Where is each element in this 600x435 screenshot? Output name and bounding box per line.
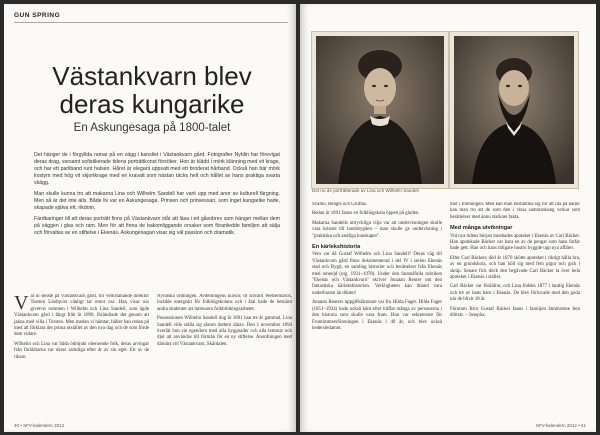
right-column-2 xyxy=(450,202,580,417)
lead-paragraph-1: Det hänger de i förgyllda ramar på en vägg i kansliet i Västankvarn gård. Fotografier Nyblin har förevigat deras drag, varsamt sofistikerade tidens porträttkonst försöker. Hon är klädd i mörk klänning med vit krage, och har ett parliband runt halsen. Håret är elegant uppsatt med ett broderat hårband. Också han bär mörk kostym med hög vit skjortkrage med en kravatt som nästan täcks helt och hållet av hans praktiga svarta skägg. xyxy=(34,152,280,186)
body-column-2 xyxy=(157,294,292,414)
article-subhead: En Askungesaga på 1800-talet xyxy=(73,122,231,134)
drop-cap: V xyxy=(14,294,29,314)
right-page xyxy=(300,4,596,432)
body-paragraph-3: Nylinska ordningen. Avdelningens kursor, dr Edvard Westermarck, inrädde energiskt för folkhögskolans och i åtal hade de bestämt andra studenter att intressera folkbildningsarbetet. xyxy=(157,294,292,312)
right-paragraph-1: Svalbo, Bengts och Gruffas. xyxy=(312,202,368,207)
right-paragraph-5: Jonatan Reuters uppgiftslämnare var fru Hilda Fager. Hilda Fager (1851–1934) hade också känt eller träffat många av personerna i den historia som skulle vara fram. Hon var sekreterare för Fruntimmersföreningen i Ekenäs i 40 år, och blev också hedersledamot. xyxy=(312,300,442,331)
right-paragraph-10: Förutom Bror Gustaf Bäcker fanns i familjen åtminstone fem döttrar. – Josepha, xyxy=(450,306,580,319)
photo-caption: Det nu de porträtterade av Lina och Wilhelm Sandell. xyxy=(312,188,420,193)
section-tag: GUN SPRING xyxy=(14,12,61,19)
page-footer-left: 40 • SFV-kalendern 2012 xyxy=(14,423,65,428)
headline-line-1: Västankvarn blev xyxy=(52,61,252,91)
right-paragraph-6: mot i föreningen. Men kan man bestämma sig för att lita på källor kan man tro att de som den i vissa sammanhang verkar som berättelser med ännu starkare fakta. xyxy=(450,202,580,220)
lead-paragraph-2: Man skulle kunna tro att makarna Lina och Wilhelm Sandell har varit upp med anor av kulturell färgning. Men så är det inte alls. Både liv var en Askungesaga. Prinsen och prinsessan, som inget kungarike hade, skapade själva ett, rikdom. xyxy=(34,191,280,211)
lead-paragraph-3: Färdkaringer till att deras porträtt finns på Västankvarn står att läsa i ett gåvobrev som hänger mellan dem på väggen i glas och ram. Men för att finna de bakomliggande orsaker som föranledde familjen att sälja och förvaltas av en stiftelse i Ekenäs. Askungesagan visar sig väl passion och dramatik. xyxy=(34,216,280,236)
right-paragraph-2: Redan år 1891 fanns en folkhögskola öppen på gården. xyxy=(312,211,420,217)
article-headline xyxy=(18,62,286,118)
page-footer-right: SFV-kalendern 2012 • 41 xyxy=(535,423,586,428)
headline-line-2: deras kungarike xyxy=(59,89,245,119)
lead-text xyxy=(34,152,280,241)
portrait-woman-icon xyxy=(312,32,448,188)
right-body-columns xyxy=(312,202,580,417)
right-paragraph-3: Makarna Sandells uttryckliga vilja var att undervisningen skulle vara kristen till landsbygden – man skulle ge undervisning i "praktiska och andliga kunskaper". xyxy=(312,220,442,239)
portrait-man-icon xyxy=(450,32,578,188)
subheading-utvikningar: Med många utvikningar xyxy=(450,225,513,232)
right-paragraph-8: Efter Carl Bäckers död år 1870 skötte apoteket i riktigt hålla bra, av en grundskola, och han höll sig med fem pigor och gick i skräp. Senare fick dock den begåvade Carl Bäcker ta över hela apoteket i Ekenäs i stället. xyxy=(450,255,580,281)
body-paragraph-4: Possessionen Wilhelm Sandell dog år 1891 han tre år gammal. Lina Sandell ville ställa sig såsom dottern därav. Den 1 november 1894 överlät hon sin egendom med alla byggnader och alla lemmar och djur att användas till förmån för en ny stiftelse. Anordningen med därnäst vid Västankvarn, Skärdalen. xyxy=(157,316,292,347)
body-columns xyxy=(14,294,292,414)
right-paragraph-4: Vem var då Gustaf Wilhelm och Lina Sandell? Deras väg till Västankvarn gård finns dokumenterad i del IV i serien Ekenäs stad och Bygd, en samling historier och berättelser från Ekenäs med omnejd (utg. 1931–1978). Under den fantasifulla rubriken "Ekenäs och Västankvarn" skriver Jonatan Reuter om den fantastiska kärlekshistorien. Verkligheten kan ibland vara underbarare än dikten! xyxy=(312,252,442,296)
subheading-karlekshistoria: En kärlekshistoria xyxy=(312,244,361,251)
right-paragraph-7: Vid nya tidens början innehades apoteket i Ekenäs av Carl Bäcker. Han apotekade Bäcker var bara en av de pengar som hans farfar hade gett. Han och hans tidigare hustru byggde upp nya affärer. xyxy=(450,233,580,252)
section-rule xyxy=(14,22,288,23)
body-column-1 xyxy=(14,294,149,414)
body-paragraph-2: Wilhelm och Lina var båda ödmjukt oberoende folk, deras arvingar från föräldrarna var deras samtliga efter år av sin eget. Ett av de rikare. xyxy=(14,341,149,360)
right-column-1 xyxy=(312,202,442,417)
right-paragraph-9: Carl Bäcker var föräldrar, och Lina föddes 1877 i lantlig Ekenäs och tre av hans barn i Ekenäs. De blev förlovade med den goda när de blivit 18 år. xyxy=(450,284,580,303)
body-paragraph-1: är ni senste på Västankvarn gård, för verkställande direktör Torsten Lindqvist vänligt tar emot oss. Han visar oss givetvis rummen i Wilhelm och Lina Sandell, som ägde Västankvarn gård i långt från år 1890, förändrade det genom att jakna med villa i Torsten. Men medan vi hämtar, håller han redan på med att förklara det prima utstället av den nya dag och de som förde dem vidare. xyxy=(14,294,149,338)
left-page xyxy=(4,4,296,432)
